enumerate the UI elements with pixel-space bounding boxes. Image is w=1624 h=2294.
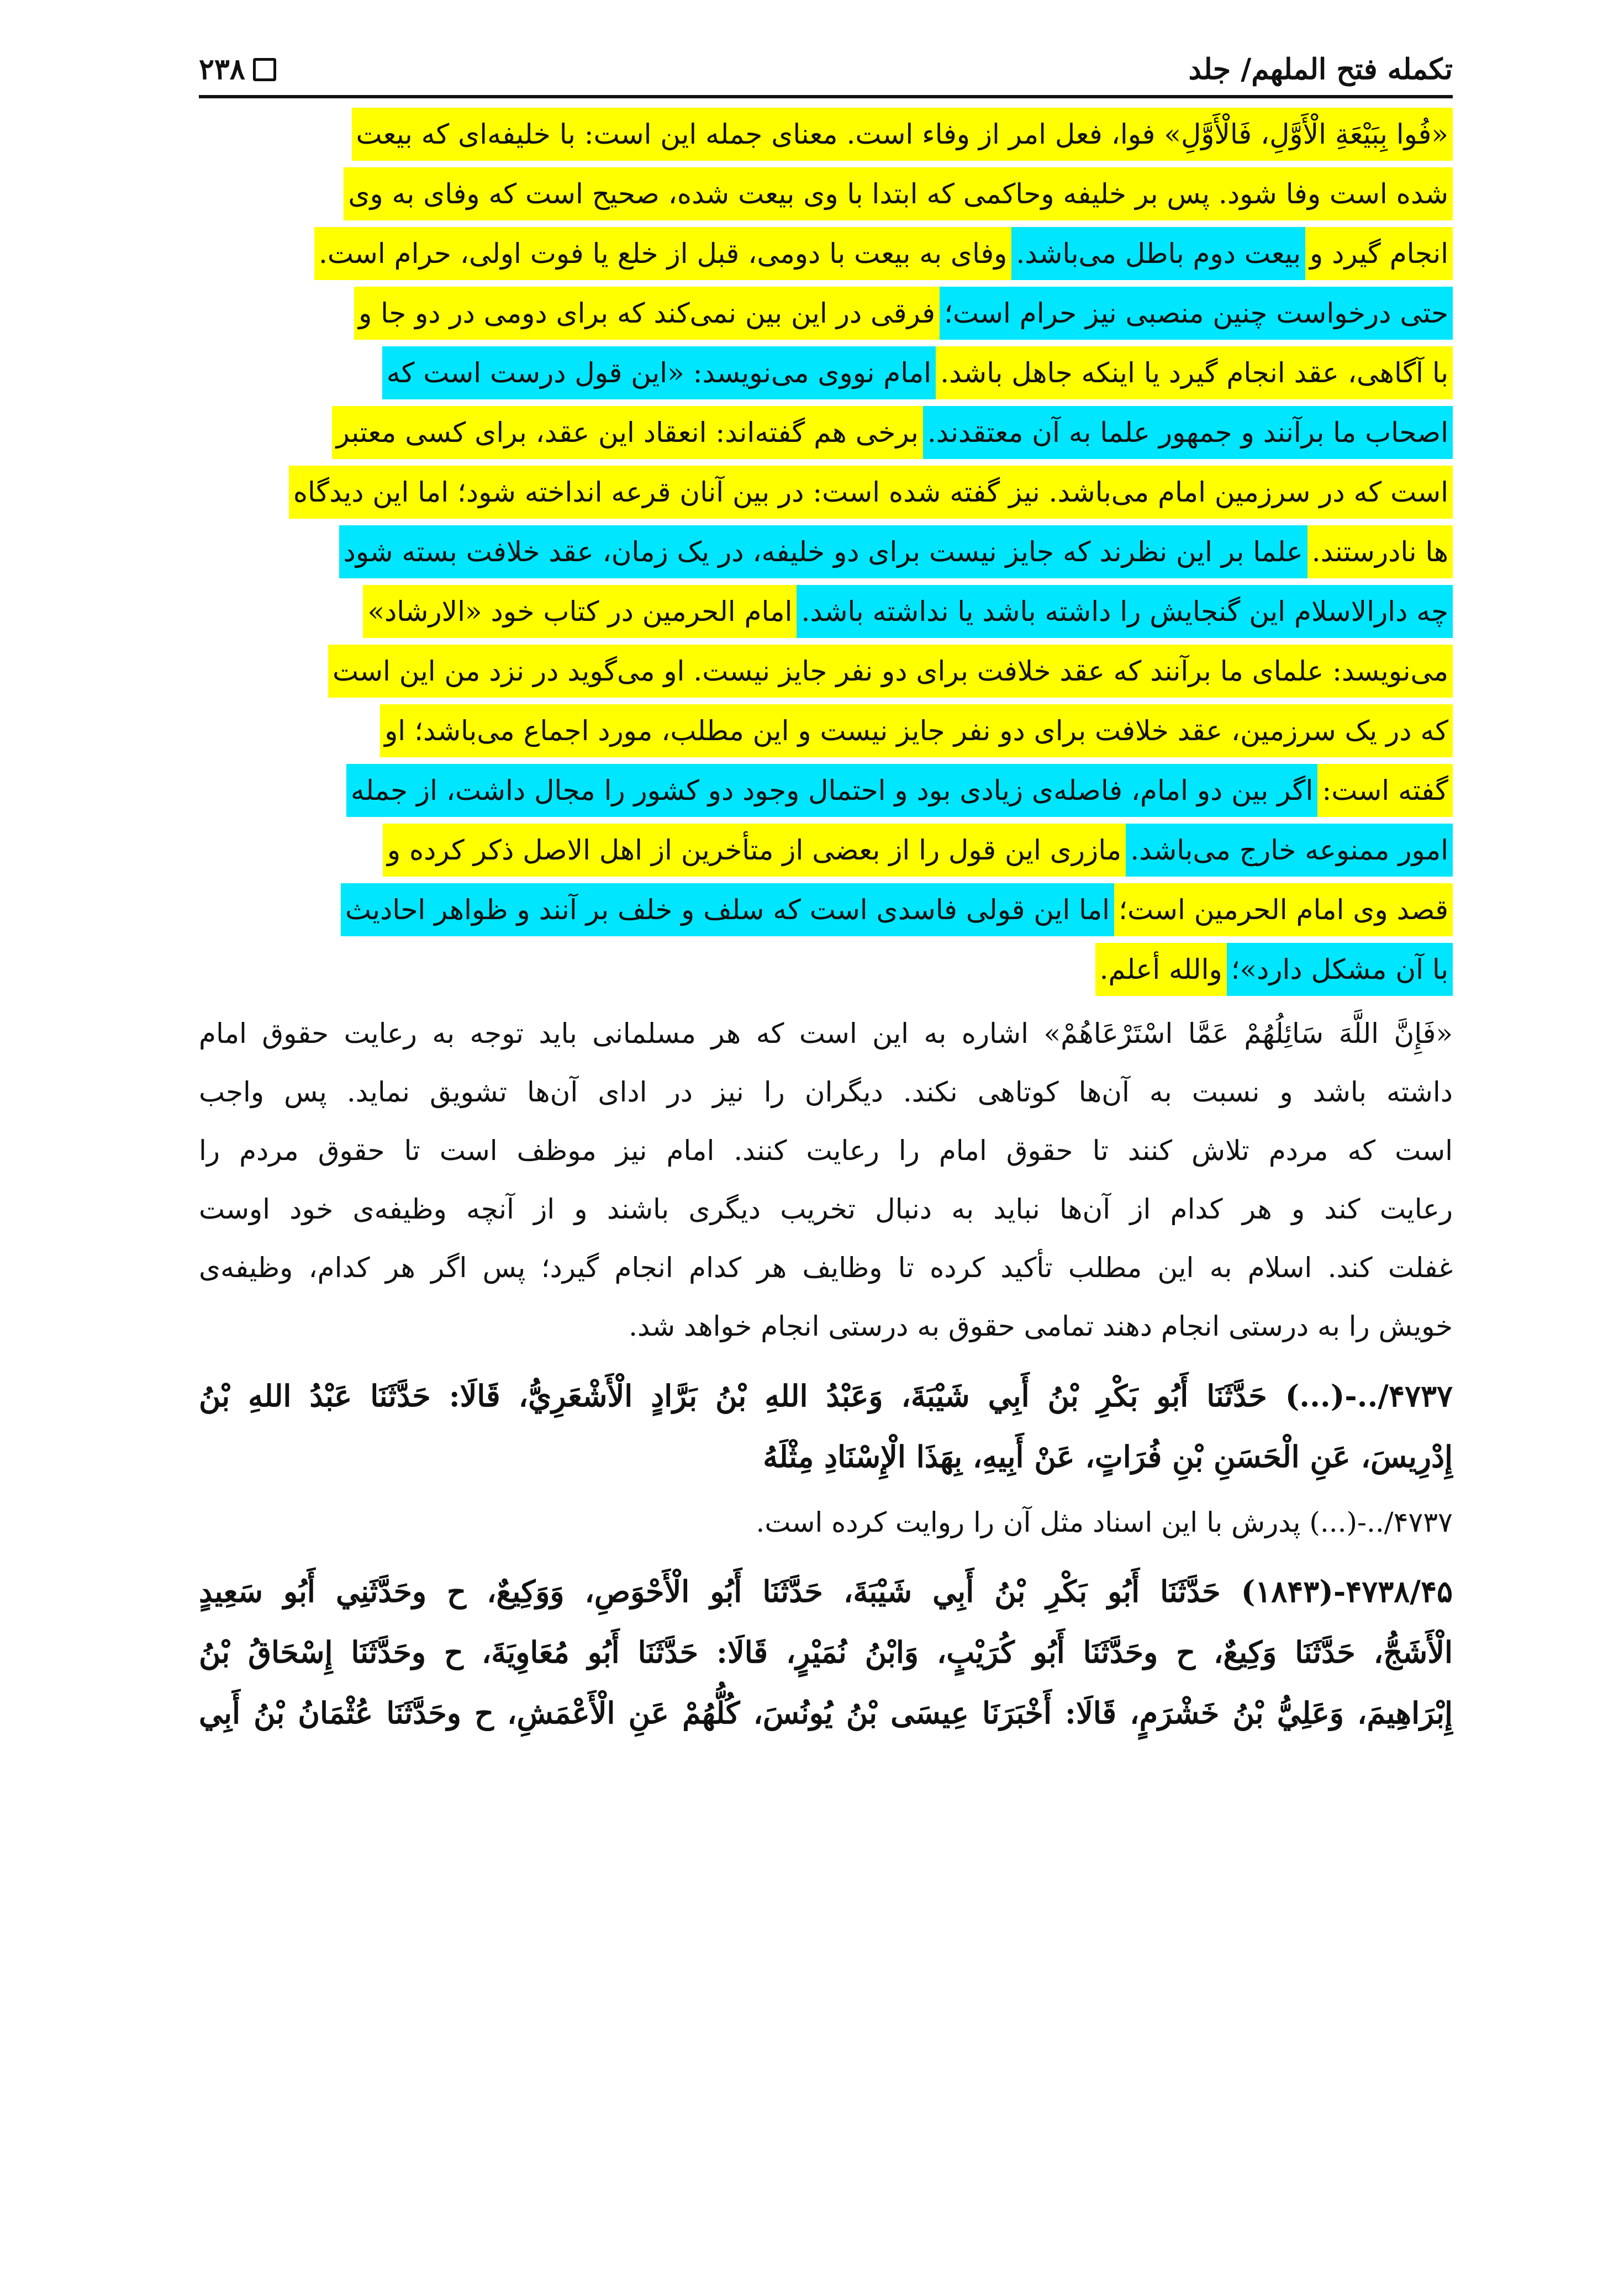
text-line: ۴۷۳۸/۴۵-(۱۸۴۳) حَدَّثَنَا أَبُو بَكْرِ بْنُ أَبِي شَيْبَةَ، حَدَّثَنَا أَبُو الْأَحْوَصِ، وَوَكِيعٌ، ح وحَدَّثَنِي أَبُو سَعِيدٍ	[199, 1574, 1453, 1609]
highlighted-line	[199, 162, 1453, 222]
yellow-highlight-span: فرقی در این بین نمی‌کند که برای دومی در دو جا و	[354, 287, 940, 340]
yellow-highlight-span: انجام گیرد و	[1305, 227, 1453, 280]
cyan-highlight-span: اصحاب ما برآنند و جمهور علما به آن معتقدند.	[923, 406, 1453, 459]
text-line: ۴۷۳۷/..-(...) حَدَّثَنَا أَبُو بَكْرِ بْنُ أَبِي شَيْبَةَ، وَعَبْدُ اللهِ بْنُ بَرَّادٍ الْأَشْعَرِيُّ، قَالَا: حَدَّثَنَا عَبْدُ اللهِ بْنُ	[199, 1378, 1453, 1414]
highlighted-line	[199, 699, 1453, 758]
highlighted-line	[199, 222, 1453, 281]
cyan-highlight-span: حتی درخواست چنین منصبی نیز حرام است؛	[940, 287, 1453, 340]
cyan-highlight-span: اگر بین دو امام، فاصله‌ی زیادی بود و احتمال وجود دو کشور را مجال داشت، از جمله	[346, 764, 1317, 817]
highlighted-line	[199, 937, 1453, 997]
highlighted-line	[199, 639, 1453, 699]
text-line: «فَإِنَّ اللَّهَ سَائِلُهُمْ عَمَّا اسْتَرْعَاهُمْ» اشاره به این است که هر مسلمانی باید توجه به رعایت حقوق امام	[199, 1017, 1453, 1050]
yellow-highlight-span: امام الحرمین در کتاب خود «الارشاد»	[363, 585, 797, 638]
cyan-highlight-span: چه دارالاسلام این گنجایش را داشته باشد یا نداشته باشد.	[797, 585, 1453, 638]
text-line: الْأَشَجُّ، حَدَّثَنَا وَكِيعٌ، ح وحَدَّثَنَا أَبُو كُرَيْبٍ، وَابْنُ نُمَيْرٍ، قَالَا: حَدَّثَنَا أَبُو مُعَاوِيَةَ، ح وحَدَّثَنَا إِسْحَاقُ بْنُ	[199, 1634, 1453, 1670]
yellow-highlight-span: است که در سرزمین امام می‌باشد. نیز گفته شده است: در بین آنان قرعه انداخته شود؛ اما این دیدگاه	[289, 466, 1453, 519]
yellow-highlight-span: با آگاهی، عقد انجام گیرد یا اینکه جاهل باشد.	[936, 346, 1453, 399]
highlighted-commentary	[199, 102, 1453, 997]
text-line: إِبْرَاهِيمَ، وَعَلِيُّ بْنُ خَشْرَمٍ، قَالَا: أَخْبَرَنَا عِيسَى بْنُ يُونُسَ، كُلُّهُمْ عَنِ الْأَعْمَشِ، ح وحَدَّثَنَا عُثْمَانُ بْنُ أَبِي	[199, 1695, 1453, 1731]
highlighted-line	[199, 341, 1453, 400]
square-icon	[253, 58, 276, 81]
highlighted-line	[199, 460, 1453, 520]
book-title: تکمله فتح الملهم/ جلد	[1188, 52, 1453, 86]
yellow-highlight-span: برخی هم گفته‌اند: انعقاد این عقد، برای کسی معتبر	[332, 406, 923, 459]
hadith-arabic-2	[199, 1561, 1453, 1743]
yellow-highlight-span: گفته است:	[1317, 764, 1453, 817]
highlighted-line	[199, 520, 1453, 579]
cyan-highlight-span: امام نووی می‌نویسد: «این قول درست است که	[382, 346, 936, 399]
cyan-highlight-span: امور ممنوعه خارج می‌باشد.	[1126, 824, 1453, 877]
text-line: است که مردم تلاش کنند تا حقوق امام را رعایت کنند. امام نیز موظف است تا حقوق مردم را	[199, 1135, 1453, 1167]
cyan-highlight-span: علما بر این نظرند که جایز نیست برای دو خلیفه، در یک زمان، عقد خلافت بسته شود	[339, 525, 1307, 578]
highlighted-line	[199, 818, 1453, 878]
yellow-highlight-span: «فُوا بِبَيْعَةِ الْأَوَّلِ، فَالْأَوَّلِ» فوا، فعل امر از وفاء است. معنای جمله این است: با خلیفه‌ای که بیعت	[352, 108, 1453, 161]
yellow-highlight-span: مازری این قول را از بعضی از متأخرین از اهل الاصل ذکر کرده و	[383, 824, 1126, 877]
highlighted-line	[199, 281, 1453, 341]
hadith-translation-1: ۴۷۳۷/..-(...) پدرش با این اسناد مثل آن را روایت کرده است.	[756, 1506, 1453, 1538]
page-header	[199, 52, 1453, 97]
yellow-highlight-span: قصد وی امام الحرمین است؛	[1114, 883, 1453, 936]
highlighted-line	[199, 400, 1453, 460]
yellow-highlight-span: والله أعلم.	[1095, 943, 1227, 996]
yellow-highlight-span: وفای به بیعت با دومی، قبل از خلع یا فوت اولی، حرام است.	[314, 227, 1011, 280]
highlighted-line	[199, 878, 1453, 937]
yellow-highlight-span: می‌نویسد: علمای ما برآنند که عقد خلافت برای دو نفر جایز نیست. او می‌گوید در نزد من این است	[328, 645, 1453, 698]
text-line: داشته باشد و نسبت به آن‌ها کوتاهی نکند. دیگران را نیز در ادای آن‌ها تشویق نماید. پس واجب	[199, 1076, 1453, 1108]
commentary-paragraph	[199, 1004, 1453, 1356]
yellow-highlight-span: شده است وفا شود. پس بر خلیفه وحاکمی که ابتدا با وی بیعت شده، صحیح است که وفای به وی	[344, 167, 1453, 220]
text-line: غفلت کند. اسلام به این مطلب تأکید کرده تا وظایف هر کدام انجام گیرد؛ پس اگر هر کدام، وظیفه‌ی	[199, 1252, 1453, 1284]
page-number: ۲۳۸	[199, 52, 245, 86]
cyan-highlight-span: با آن مشکل دارد»؛	[1227, 943, 1453, 996]
header-divider	[199, 95, 1453, 98]
text-line: خویش را به درستی انجام دهند تمامی حقوق به درستی انجام خواهد شد.	[629, 1310, 1453, 1342]
cyan-highlight-span: اما این قولی فاسدی است که سلف و خلف بر آنند و ظواهر احادیث	[341, 883, 1114, 936]
hadith-arabic-1	[199, 1365, 1453, 1487]
cyan-highlight-span: بیعت دوم باطل می‌باشد.	[1011, 227, 1305, 280]
highlighted-line	[199, 102, 1453, 162]
yellow-highlight-span: ها نادرستند.	[1307, 525, 1453, 578]
highlighted-line	[199, 579, 1453, 639]
highlighted-line	[199, 758, 1453, 818]
text-line: إِدْرِيسَ، عَنِ الْحَسَنِ بْنِ فُرَاتٍ، عَنْ أَبِيهِ، بِهَذَا الْإِسْنَادِ مِثْلَهُ	[763, 1439, 1453, 1474]
text-line: رعایت کند و هر کدام از آن‌ها نباید به دنبال تخریب دیگری باشند و از آنچه وظیفه‌ی خود اوست	[199, 1193, 1453, 1225]
page-number-group	[199, 52, 276, 86]
yellow-highlight-span: که در یک سرزمین، عقد خلافت برای دو نفر جایز نیست و این مطلب، مورد اجماع می‌باشد؛ او	[380, 704, 1453, 757]
